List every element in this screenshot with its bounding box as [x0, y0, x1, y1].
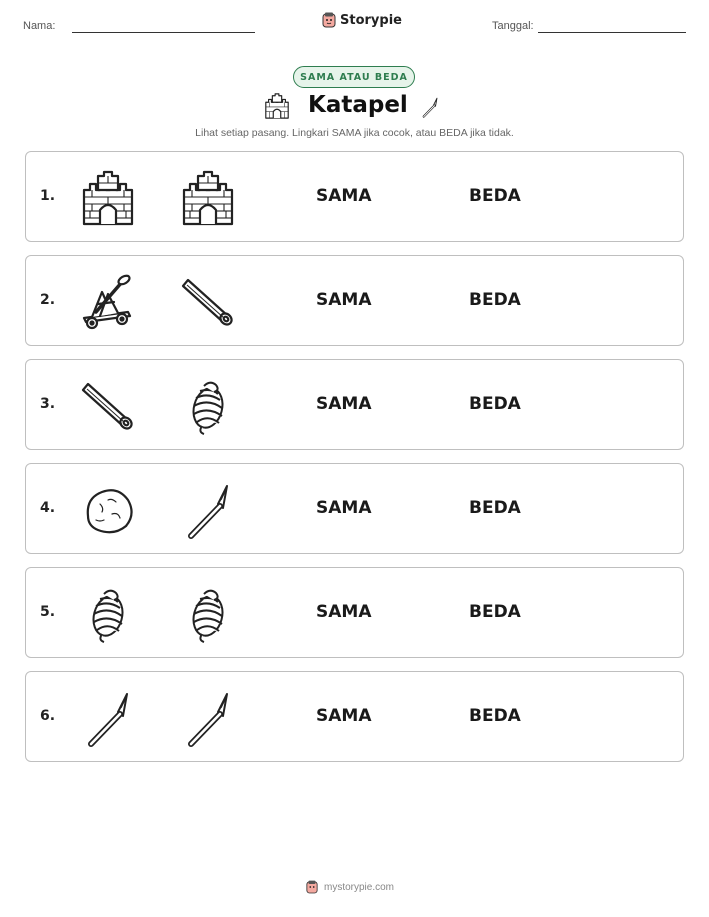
name-label: Nama:: [23, 20, 56, 32]
question-row: [25, 463, 684, 554]
spear-icon: [419, 90, 441, 124]
question-number: 4.: [40, 500, 56, 516]
question-number: 2.: [40, 292, 56, 308]
same-option[interactable]: SAMA: [316, 394, 372, 414]
footer: [306, 880, 394, 894]
same-option[interactable]: SAMA: [316, 186, 372, 206]
rope-coil-icon: [178, 584, 238, 644]
question-number: 3.: [40, 396, 56, 412]
wooden-beam-icon: [178, 272, 238, 332]
different-option[interactable]: BEDA: [469, 394, 521, 414]
same-option[interactable]: SAMA: [316, 290, 372, 310]
instructions: Lihat setiap pasang. Lingkari SAMA jika cocok, atau BEDA jika tidak.: [195, 127, 514, 139]
right-picture: [178, 584, 238, 644]
left-picture: [78, 168, 138, 228]
wooden-beam-icon: [78, 376, 138, 436]
stone-icon: [78, 480, 138, 540]
footer-url: mystorypie.com: [324, 881, 395, 893]
spear-icon: [178, 480, 238, 540]
right-picture: [178, 480, 238, 540]
castle-icon: [178, 168, 238, 228]
storypie-mascot-icon: [322, 12, 336, 28]
right-picture: [178, 168, 238, 228]
page-title: Katapel: [308, 92, 408, 118]
same-option[interactable]: SAMA: [316, 498, 372, 518]
activity-badge: SAMA ATAU BEDA: [293, 66, 415, 88]
storypie-mascot-icon: [306, 880, 318, 894]
right-picture: [178, 688, 238, 748]
question-row: [25, 359, 684, 450]
different-option[interactable]: BEDA: [469, 290, 521, 310]
rope-coil-icon: [78, 584, 138, 644]
title-block: [262, 90, 447, 126]
rope-coil-icon: [178, 376, 238, 436]
same-option[interactable]: SAMA: [316, 602, 372, 622]
different-option[interactable]: BEDA: [469, 186, 521, 206]
date-label: Tanggal:: [492, 20, 534, 32]
question-number: 1.: [40, 188, 56, 204]
question-row: [25, 567, 684, 658]
brand-logo: [322, 12, 402, 28]
castle-icon: [262, 92, 292, 120]
name-line[interactable]: [72, 32, 255, 33]
brand-name: Storypie: [340, 12, 402, 28]
left-picture: [78, 584, 138, 644]
left-picture: [78, 480, 138, 540]
spear-icon: [178, 688, 238, 748]
left-picture: [78, 376, 138, 436]
same-option[interactable]: SAMA: [316, 706, 372, 726]
right-picture: [178, 376, 238, 436]
castle-icon: [78, 168, 138, 228]
right-picture: [178, 272, 238, 332]
different-option[interactable]: BEDA: [469, 602, 521, 622]
question-number: 5.: [40, 604, 56, 620]
different-option[interactable]: BEDA: [469, 498, 521, 518]
left-picture: [78, 688, 138, 748]
different-option[interactable]: BEDA: [469, 706, 521, 726]
question-row: [25, 151, 684, 242]
left-picture: [78, 272, 138, 332]
question-number: 6.: [40, 708, 56, 724]
question-row: [25, 255, 684, 346]
question-row: [25, 671, 684, 762]
catapult-icon: [78, 272, 138, 332]
spear-icon: [78, 688, 138, 748]
date-line[interactable]: [538, 32, 686, 33]
